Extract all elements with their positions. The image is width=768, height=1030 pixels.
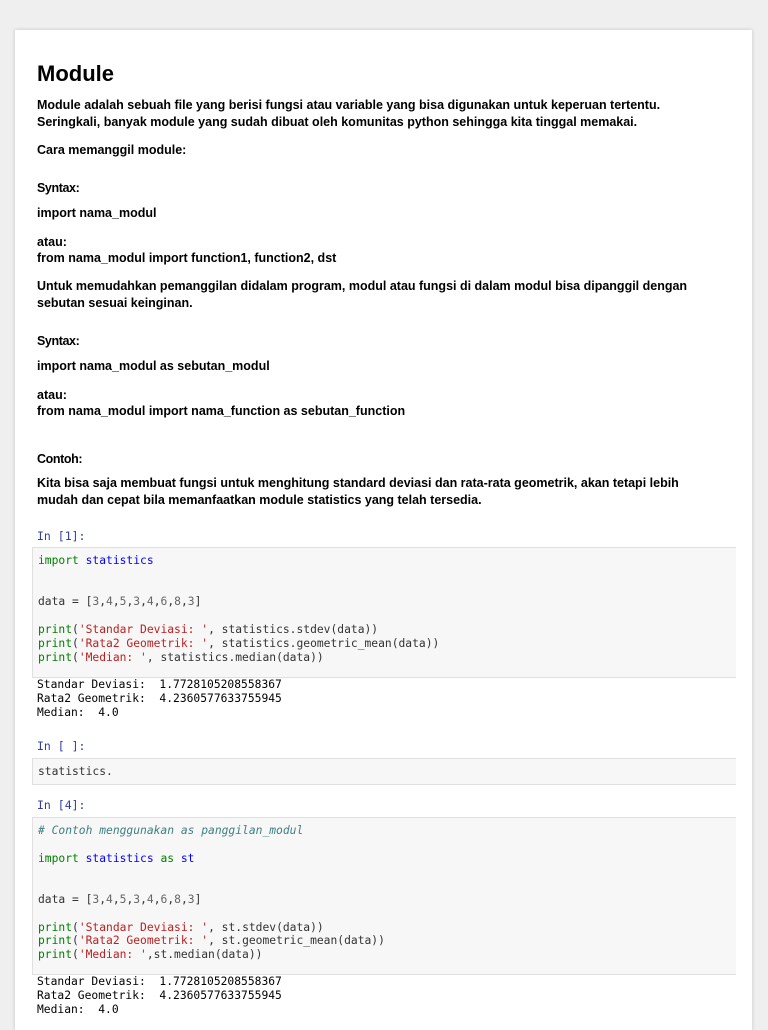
- atau-text-1: atau:: [37, 235, 67, 249]
- cell-3-output-line-3: Median: 4.0: [37, 1002, 119, 1016]
- cell-3-output-line-2: Rata2 Geometrik: 4.2360577633755945: [37, 988, 282, 1002]
- cara-text: Cara memanggil module:: [37, 143, 187, 157]
- untuk-line-2: sebutan sesuai keinginan.: [37, 296, 193, 310]
- syntax2-line2: from nama_modul import nama_function as sebutan_function: [37, 404, 406, 418]
- cell-1-output-line-2: Rata2 Geometrik: 4.2360577633755945: [37, 691, 282, 705]
- syntax-heading-2: Syntax:: [37, 334, 80, 348]
- syntax-heading-1: Syntax:: [37, 181, 80, 195]
- intro-line-2: Seringkali, banyak module yang sudah dibuat oleh komunitas python sehingga kita tinggal memakai.: [37, 115, 638, 129]
- cell-1-output-line-3: Median: 4.0: [37, 705, 119, 719]
- untuk-line-1: Untuk memudahkan pemanggilan didalam program, modul atau fungsi di dalam modul bisa dipanggil dengan: [37, 279, 688, 293]
- cell-1-prompt: In [1]:: [37, 529, 86, 543]
- cell-2-prompt: In [ ]:: [37, 739, 86, 753]
- syntax1-line1: import nama_modul: [37, 206, 157, 220]
- page-title: Module: [37, 61, 114, 86]
- cell-2-input[interactable]: [32, 758, 736, 785]
- notebook-page: [15, 30, 752, 1030]
- syntax2-line1: import nama_modul as sebutan_modul: [37, 359, 270, 373]
- contoh-line-1: Kita bisa saja membuat fungsi untuk menghitung standard deviasi dan rata-rata geometrik, akan tetapi lebih: [37, 476, 679, 490]
- cell-3-comment: # Contoh menggunakan as panggilan_modul: [38, 824, 304, 837]
- cell-3-prompt: In [4]:: [37, 798, 86, 812]
- cell-3-output-line-1: Standar Deviasi: 1.7728105208558367: [37, 975, 282, 988]
- cell-3-output: [37, 975, 282, 1016]
- atau-text-2: atau:: [37, 388, 67, 402]
- contoh-line-2: mudah dan cepat bila memanfaatkan module statistics yang telah tersedia.: [37, 493, 482, 507]
- cell-1-output: [37, 678, 282, 719]
- syntax1-line2: from nama_modul import function1, function2, dst: [37, 251, 337, 265]
- cell-1-code: import statistics data = [3,4,5,3,4,6,8,3] print('Standar Deviasi: ', statistics.stdev(data)) print('Rata2 Geometrik: ', statistics.geometric_mean(data)) print('Median: ', statistics.median(data)): [38, 554, 440, 664]
- intro-line-1: Module adalah sebuah file yang berisi fungsi atau variable yang bisa digunakan untuk keperuan tertentu.: [37, 98, 661, 112]
- contoh-heading: Contoh:: [37, 452, 83, 466]
- cell-1-output-line-1: Standar Deviasi: 1.7728105208558367: [37, 678, 282, 691]
- cell-3-input[interactable]: [32, 817, 736, 975]
- cell-3-code: # Contoh menggunakan as panggilan_modul import statistics as st data = [3,4,5,3,4,6,8,3] print('Standar Deviasi: ', st.stdev(data)) print('Rata2 Geometrik: ', st.geometric_mean(data)) print('Median: ',st.median(data)): [38, 824, 385, 962]
- cell-2-code: statistics.: [38, 765, 113, 778]
- cell-1-input[interactable]: [32, 547, 736, 678]
